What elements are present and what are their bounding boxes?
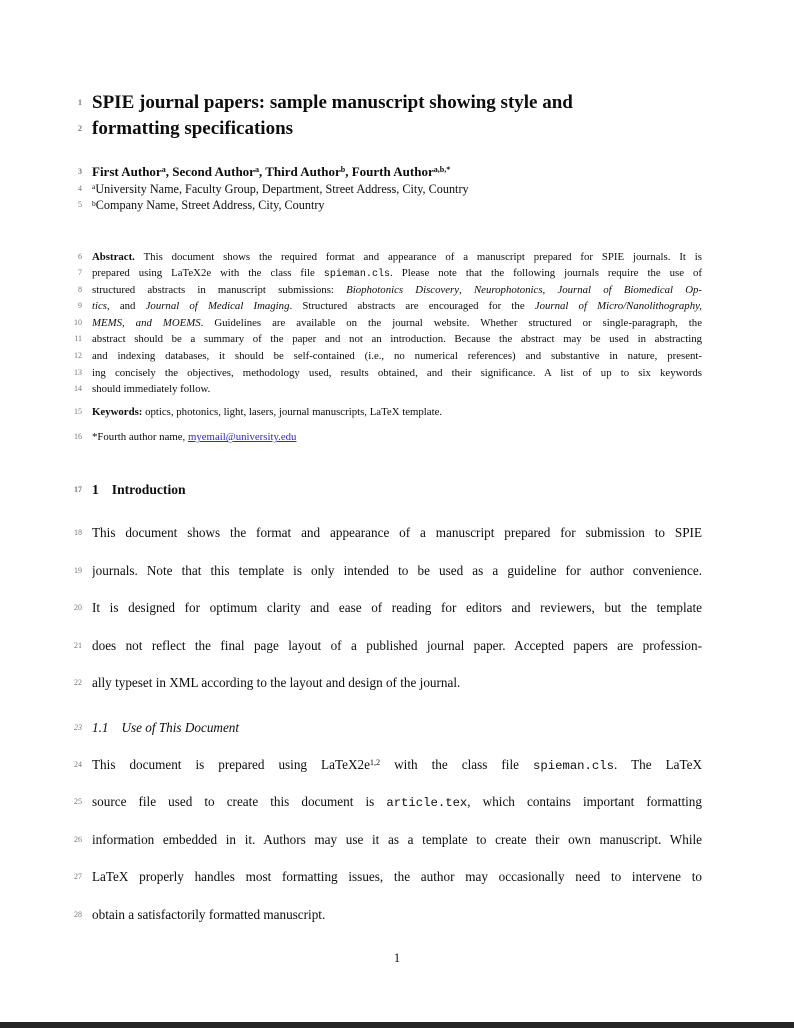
abstract-line — [78, 249, 702, 266]
line-number: 26 — [74, 834, 82, 844]
section-heading-text — [92, 480, 702, 500]
abstract-line — [78, 265, 702, 282]
body-line — [74, 514, 702, 552]
body-text — [92, 896, 702, 934]
line-number: 19 — [74, 565, 82, 575]
body-line — [74, 552, 702, 590]
text-segment: , Second Author — [165, 164, 255, 179]
body-line — [74, 627, 702, 665]
text-segment: Company Name, Street Address, City, Country — [95, 198, 325, 212]
text-segment: University Name, Faculty Group, Department, Street Address, City, Country — [95, 181, 469, 196]
line-number: 13 — [74, 367, 82, 377]
footnote-line — [74, 429, 702, 446]
text-segment: ing concisely the objectives, methodology used, results obtained, and their significance. A list of up to six keywords — [92, 366, 702, 379]
abstract-text — [92, 315, 702, 332]
text-segment: , — [542, 283, 558, 296]
text-segment: Use of This Document — [121, 719, 240, 735]
body-line — [74, 664, 702, 702]
text-segment: article.tex — [386, 796, 468, 811]
affiliation-line-b — [78, 197, 702, 214]
subsection-heading-use-of-this-document — [74, 718, 702, 738]
line-number: 1 — [78, 98, 82, 107]
line-number: 17 — [74, 485, 82, 495]
body-text — [92, 552, 702, 590]
body-text — [92, 514, 702, 552]
text-segment: Keywords: — [92, 405, 143, 418]
line-number: 20 — [74, 603, 82, 613]
section-heading-introduction — [74, 480, 702, 500]
viewer-page-edge — [0, 1022, 794, 1028]
paper-title-text — [92, 116, 702, 142]
text-segment: and indexing databases, it should be self-contained (i.e., no numerical references) and substantive in nature, present- — [92, 350, 702, 363]
title-line-1 — [78, 90, 702, 116]
line-number: 7 — [78, 268, 82, 278]
authors-text — [92, 164, 702, 181]
line-number: 9 — [78, 301, 82, 311]
line-number: 28 — [74, 909, 82, 919]
text-segment: tics — [92, 300, 107, 313]
affiliation-text — [92, 181, 702, 198]
text-segment: with the class file — [380, 756, 534, 772]
text-segment: formatting specifications — [92, 118, 294, 139]
text-segment: optics, photonics, light, lasers, journal manuscripts, LaTeX template. — [142, 405, 443, 418]
abstract-line — [74, 331, 702, 348]
text-segment: MEMS, and MOEMS — [92, 316, 201, 329]
email-link[interactable]: myemail@university.edu — [187, 431, 297, 444]
text-segment: prepared using LaTeX2e with the class file — [92, 267, 324, 280]
text-segment: obtain a satisfactorily formatted manuscript. — [92, 906, 326, 922]
text-segment: a — [161, 165, 166, 175]
use-of-document-paragraph — [74, 746, 702, 934]
text-segment: Introduction — [111, 482, 186, 498]
text-segment: b — [340, 165, 346, 175]
subsection-heading-text — [92, 718, 702, 738]
abstract-text — [92, 381, 702, 398]
abstract-line — [74, 365, 702, 382]
text-segment: , Third Author — [258, 164, 341, 179]
body-line — [74, 896, 702, 934]
line-number: 22 — [74, 678, 82, 688]
line-number: 18 — [74, 528, 82, 538]
body-line — [74, 589, 702, 627]
text-segment: Journal of Micro/Nanolithography, — [534, 300, 702, 313]
abstract-line — [78, 298, 702, 315]
text-segment: LaTeX properly handles most formatting issues, the author may occasionally need to intervene to — [92, 869, 702, 885]
text-segment: abstract should be a summary of the paper and not an introduction. Because the abstract may be used in abstracting — [92, 333, 702, 346]
text-segment: , and — [107, 300, 146, 313]
abstract-text — [92, 249, 702, 266]
text-segment: source file used to create this document is — [92, 794, 387, 810]
text-segment: Biophotonics Discovery — [346, 283, 460, 296]
text-segment: Journal of Medical Imaging — [145, 300, 290, 313]
text-segment: structured abstracts in manuscript submissions: — [92, 283, 347, 296]
title-line-2 — [78, 116, 702, 142]
text-segment: . The LaTeX — [613, 756, 702, 772]
text-segment: Journal of Biomedical Op- — [557, 283, 702, 296]
line-number: 2 — [78, 124, 82, 133]
line-number: 21 — [74, 640, 82, 650]
body-line — [74, 746, 702, 784]
abstract-text — [92, 265, 702, 282]
text-segment: 1,2 — [369, 757, 381, 767]
body-text — [92, 627, 702, 665]
text-segment: , Fourth Author — [345, 164, 434, 179]
authors-block — [78, 164, 702, 214]
text-segment: 1.1 — [92, 719, 109, 735]
text-segment: First Author — [92, 164, 162, 179]
body-text — [92, 821, 702, 859]
line-number: 3 — [78, 167, 82, 176]
abstract-text — [92, 331, 702, 348]
text-segment: . Structured abstracts are encouraged for the — [289, 300, 535, 313]
text-segment: This document shows the required format and appearance of a manuscript prepared for SPIE journals. It is — [134, 250, 702, 263]
text-segment: . Guidelines are available on the journal website. Whether structured or single-paragraph, the — [200, 316, 702, 329]
text-segment: , which contains important formatting — [467, 794, 702, 810]
abstract-line — [74, 315, 702, 332]
page-footer — [92, 951, 702, 966]
line-number: 25 — [74, 797, 82, 807]
text-segment: . Please note that the following journals require the use of — [390, 267, 702, 280]
line-number: 4 — [78, 183, 82, 193]
text-segment: Abstract. — [92, 250, 135, 263]
text-segment: a — [254, 165, 259, 175]
abstract-text — [92, 282, 702, 299]
paper-title-text — [92, 90, 702, 116]
text-segment: journals. Note that this template is only intended to be used as a guideline for author convenience. — [92, 562, 702, 578]
text-segment: 1 — [92, 482, 99, 498]
text-segment: a — [92, 182, 96, 192]
title-block — [78, 90, 702, 142]
footnote-text — [92, 429, 702, 446]
line-number: 10 — [74, 317, 82, 327]
line-number: 11 — [74, 334, 82, 344]
introduction-paragraph — [74, 514, 702, 702]
line-number: 8 — [78, 284, 82, 294]
text-segment: It is designed for optimum clarity and ease of reading for editors and reviewers, but the template — [92, 600, 702, 616]
line-number: 5 — [78, 200, 82, 209]
page-number: 1 — [393, 951, 401, 966]
body-line — [74, 821, 702, 859]
line-number: 24 — [74, 759, 82, 769]
text-segment: does not reflect the final page layout of a published journal paper. Accepted papers are profession- — [92, 637, 702, 653]
line-number: 12 — [74, 351, 82, 361]
line-number: 23 — [74, 722, 82, 732]
line-number: 15 — [74, 406, 82, 416]
text-segment: a,b,* — [433, 165, 451, 175]
text-segment: Neurophotonics — [473, 283, 543, 296]
keywords-text — [92, 404, 702, 421]
line-number: 14 — [74, 384, 82, 394]
text-segment: b — [92, 198, 96, 208]
body-text — [92, 858, 702, 896]
body-text — [92, 589, 702, 627]
affiliation-text — [92, 197, 702, 214]
line-number: 27 — [74, 872, 82, 882]
text-segment: This document is prepared using LaTeX2e — [92, 756, 370, 772]
abstract-text — [92, 298, 702, 315]
abstract-text — [92, 348, 702, 365]
affiliation-line-a — [78, 181, 702, 198]
body-line — [74, 858, 702, 896]
abstract-line — [74, 348, 702, 365]
authors-line — [78, 164, 702, 181]
abstract-text — [92, 365, 702, 382]
text-segment: spieman.cls — [533, 758, 614, 773]
abstract-line — [74, 381, 702, 398]
text-segment: , — [459, 283, 474, 296]
text-segment: ally typeset in XML according to the layout and design of the journal. — [92, 675, 461, 691]
text-segment: *Fourth author name, — [92, 431, 188, 444]
text-segment: spieman.cls — [323, 269, 391, 281]
keywords-block — [74, 404, 702, 421]
body-text — [92, 783, 702, 821]
body-text — [92, 746, 702, 784]
line-number: 16 — [74, 432, 82, 442]
body-text — [92, 664, 702, 702]
text-segment: SPIE journal papers: sample manuscript showing style and — [92, 92, 573, 113]
text-segment: information embedded in it. Authors may use it as a template to create their own manuscript. While — [92, 831, 702, 847]
footnote-block — [74, 429, 702, 446]
keywords-line — [74, 404, 702, 421]
abstract-block — [74, 249, 702, 398]
line-number: 6 — [78, 251, 82, 261]
text-segment: This document shows the format and appearance of a manuscript prepared for submission to SPIE — [92, 525, 702, 541]
abstract-line — [78, 282, 702, 299]
text-segment: should immediately follow. — [92, 383, 211, 396]
body-line — [74, 783, 702, 821]
